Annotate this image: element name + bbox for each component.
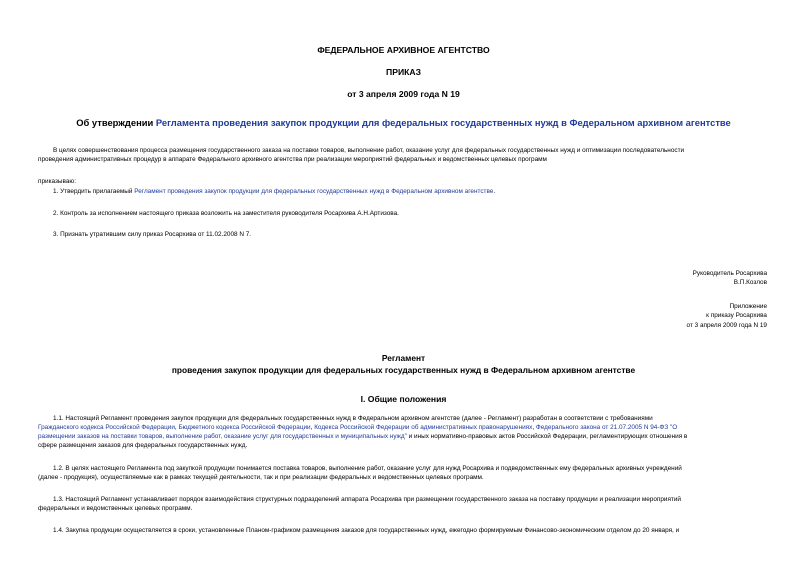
p11-sep-1: , bbox=[174, 424, 179, 431]
appendix-line-1: Приложение bbox=[729, 303, 767, 310]
p13-line-2: федеральных и ведомственных целевых программ. bbox=[38, 505, 193, 512]
title-regulation-link[interactable]: Регламента проведения закупок продукции для федеральных государственных нужд в Федеральном архивном агентстве bbox=[155, 117, 731, 128]
item-1-suffix: . bbox=[493, 188, 496, 195]
p13-line-1: 1.3. Настоящий Регламент устанавливает порядок взаимодействия структурных подразделений аппарата Росархива при размещении государственного заказа на поставку продукции и реализации мероприятий bbox=[53, 496, 681, 503]
order-item-1 bbox=[53, 188, 495, 195]
agency-name: ФЕДЕРАЛЬНОЕ АРХИВНОЕ АГЕНТСТВО bbox=[317, 45, 490, 55]
appendix-line-3: от 3 апреля 2009 года N 19 bbox=[686, 321, 767, 329]
regulation-title-line-1: Регламент bbox=[381, 353, 426, 363]
signature-block bbox=[693, 269, 767, 288]
p11-line-1: 1.1. Настоящий Регламент проведения закупок продукции для федеральных государственных нужд в Федеральном архивном агентстве (далее - Регламент) разработан в соответствии с требованиями bbox=[53, 415, 653, 422]
p11-line-3 bbox=[38, 432, 768, 441]
order-item-2: 2. Контроль за исполнением настоящего приказа возложить на заместителя руководителя Росархива А.Н.Артизова. bbox=[53, 210, 399, 217]
p11-sep-3: , bbox=[532, 424, 536, 431]
appendix-line-2: к приказу Росархива bbox=[706, 312, 767, 320]
paragraph-1-1 bbox=[38, 414, 768, 450]
appendix-block bbox=[687, 302, 767, 330]
order-word: приказываю: bbox=[38, 178, 76, 185]
p11-line-4: сфере размещения заказов для федеральных государственных нужд. bbox=[38, 442, 248, 449]
federal-law-link[interactable]: Федерального закона от 21.07.2005 N 94-ФЗ "О bbox=[535, 424, 678, 431]
item-1-prefix: 1. Утвердить прилагаемый bbox=[53, 188, 135, 195]
regulation-title-line-2: проведения закупок продукции для федеральных государственных нужд в Федеральном архивном агентстве bbox=[171, 365, 636, 375]
document-type: ПРИКАЗ bbox=[386, 67, 421, 77]
document-date: от 3 апреля 2009 года N 19 bbox=[347, 89, 460, 99]
document-title bbox=[0, 117, 807, 128]
order-item-3: 3. Признать утратившим силу приказ Росархива от 11.02.2008 N 7. bbox=[53, 231, 252, 238]
federal-law-link-cont[interactable]: размещении заказов на поставки товаров, выполнение работ, оказание услуг для государственных и муниципальных нужд" bbox=[38, 433, 407, 440]
p12-line-2: (далее - продукция), осуществляемые как в рамках текущей деятельности, так и при реализации федеральных и ведомственных целевых программ. bbox=[38, 474, 484, 481]
section-heading: I. Общие положения bbox=[360, 394, 447, 404]
p12-line-1: 1.2. В целях настоящего Регламента под закупкой продукции понимается поставка товаров, выполнение работ, оказание услуг для нужд Росархива и подведомственных ему федеральных архивных учреждений bbox=[53, 465, 682, 472]
signature-name: В.П.Козлов bbox=[733, 279, 767, 287]
p14-line-1: 1.4. Закупка продукции осуществляется в сроки, установленные Планом-графиком размещения заказов для государственных нужд, ежегодно формируемым Финансово-экономическим отделом до 20 января, и bbox=[53, 527, 680, 534]
paragraph-1-2 bbox=[38, 464, 768, 482]
paragraph-1-3 bbox=[38, 495, 768, 513]
p11-line-2 bbox=[38, 423, 768, 432]
preamble-line-2: проведения административных процедур в аппарате Федерального архивного агентства при реализации мероприятий федеральных и ведомственных целевых программ bbox=[38, 156, 547, 163]
admin-code-link[interactable]: Кодекса Российской Федерации об административных правонарушениях bbox=[314, 424, 533, 431]
p11-tail: и иных нормативно-правовых актов Российской Федерации, регламентирующих отношения в bbox=[406, 433, 688, 440]
budget-code-link[interactable]: Бюджетного кодекса Российской Федерации bbox=[178, 424, 311, 431]
title-prefix: Об утверждении bbox=[76, 117, 156, 128]
preamble-line-1: В целях совершенствования процесса размещения государственного заказа на поставки товаров, выполнение работ, оказание услуг для федеральных государственных нужд и оптимизации последовательности bbox=[53, 147, 685, 154]
regulation-title bbox=[0, 352, 807, 376]
signature-position: Руководитель Росархива bbox=[692, 270, 767, 277]
p11-sep-2: , bbox=[310, 424, 315, 431]
paragraph-1-4 bbox=[38, 526, 768, 535]
civil-code-link[interactable]: Гражданского кодекса Российской Федерации bbox=[38, 424, 175, 431]
preamble bbox=[38, 146, 768, 164]
item-1-regulation-link[interactable]: Регламент проведения закупок продукции для федеральных государственных нужд в Федеральном архивном агентстве bbox=[134, 188, 494, 195]
